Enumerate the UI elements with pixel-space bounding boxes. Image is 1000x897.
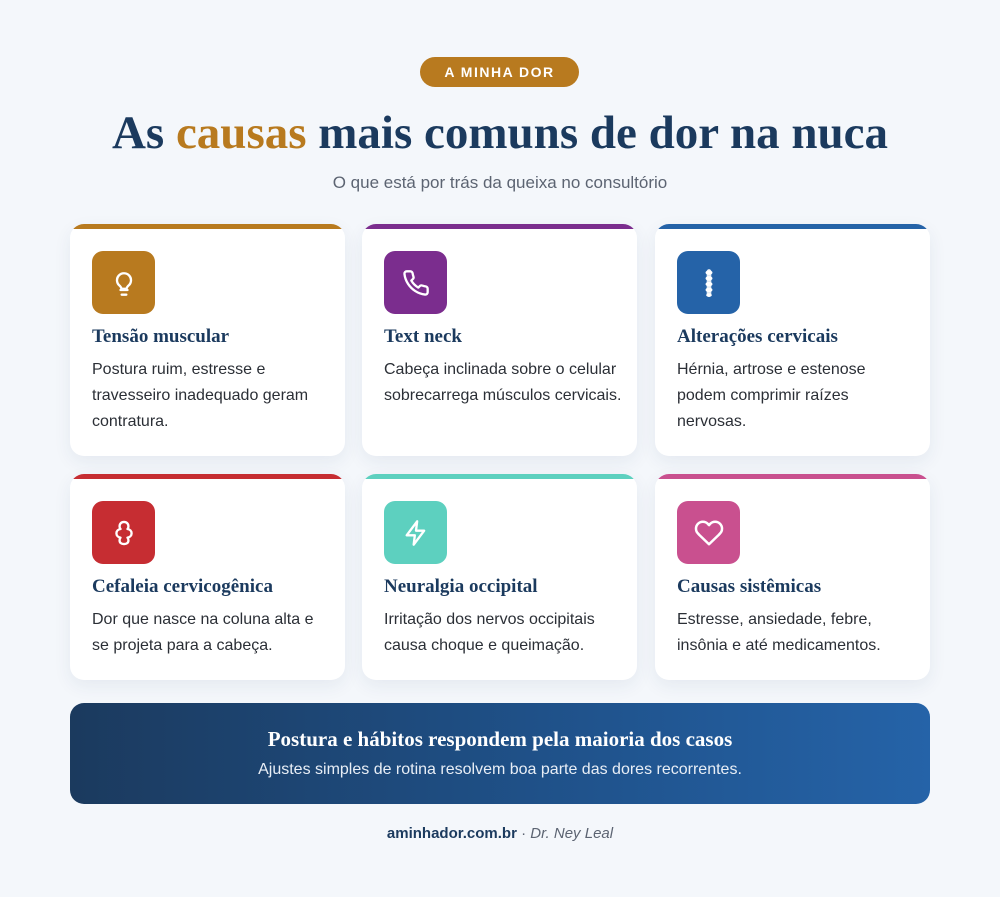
card-title: Text neck	[384, 326, 462, 347]
card-description: Hérnia, artrose e estenose podem comprimir raízes nervosas.	[677, 361, 866, 430]
footer	[0, 825, 1000, 842]
card-title: Tensão muscular	[92, 326, 230, 347]
cause-card-alteracoes	[655, 224, 930, 456]
card-accent-bar	[362, 224, 637, 229]
card-accent-bar	[655, 224, 930, 229]
title-suffix: mais comuns de dor na nuca	[306, 107, 889, 159]
category-badge: A MINHA DOR	[420, 57, 579, 87]
card-icon-box	[384, 501, 447, 564]
card-icon-box	[92, 501, 155, 564]
card-description: Estresse, ansiedade, febre, insônia e até medicamentos.	[677, 611, 881, 654]
page-title	[0, 104, 1000, 162]
card-accent-bar	[655, 474, 930, 479]
card-description: Postura ruim, estresse e travesseiro inadequado geram contratura.	[92, 361, 309, 430]
summary-banner	[70, 703, 930, 804]
cause-card-sistemicas	[655, 474, 930, 680]
cause-card-neuralgia	[362, 474, 637, 680]
cause-card-tensao	[70, 224, 345, 456]
card-icon-box	[92, 251, 155, 314]
heart-icon	[694, 518, 724, 548]
card-accent-bar	[70, 474, 345, 479]
banner-subtitle: Ajustes simples de rotina resolvem boa parte das dores recorrentes.	[258, 761, 742, 778]
card-title: Neuralgia occipital	[384, 576, 538, 597]
title-accent: causas	[175, 107, 307, 159]
card-description: Irritação dos nervos occipitais causa choque e queimação.	[384, 611, 595, 654]
head-icon	[110, 519, 138, 547]
cause-card-text-neck	[362, 224, 637, 456]
card-icon-box	[677, 501, 740, 564]
card-icon-box	[384, 251, 447, 314]
lightbulb-icon	[110, 269, 138, 297]
card-title: Cefaleia cervicogênica	[92, 576, 273, 597]
card-accent-bar	[70, 224, 345, 229]
phone-icon	[402, 269, 430, 297]
cause-card-cefaleia	[70, 474, 345, 680]
lightning-icon	[402, 519, 430, 547]
card-description: Cabeça inclinada sobre o celular sobrecarrega músculos cervicais.	[384, 361, 622, 404]
title-prefix: As	[111, 107, 176, 159]
footer-separator: ·	[516, 825, 531, 842]
card-description: Dor que nasce na coluna alta e se projeta para a cabeça.	[92, 611, 314, 654]
footer-site: aminhador.com.br	[386, 825, 517, 842]
card-icon-box	[677, 251, 740, 314]
card-accent-bar	[362, 474, 637, 479]
banner-title: Postura e hábitos respondem pela maioria dos casos	[267, 727, 733, 751]
card-title: Causas sistêmicas	[677, 576, 822, 597]
page-subtitle: O que está por trás da queixa no consultório	[332, 173, 668, 192]
card-title: Alterações cervicais	[677, 326, 838, 347]
footer-author: Dr. Ney Leal	[530, 825, 614, 842]
spine-icon	[695, 268, 723, 298]
